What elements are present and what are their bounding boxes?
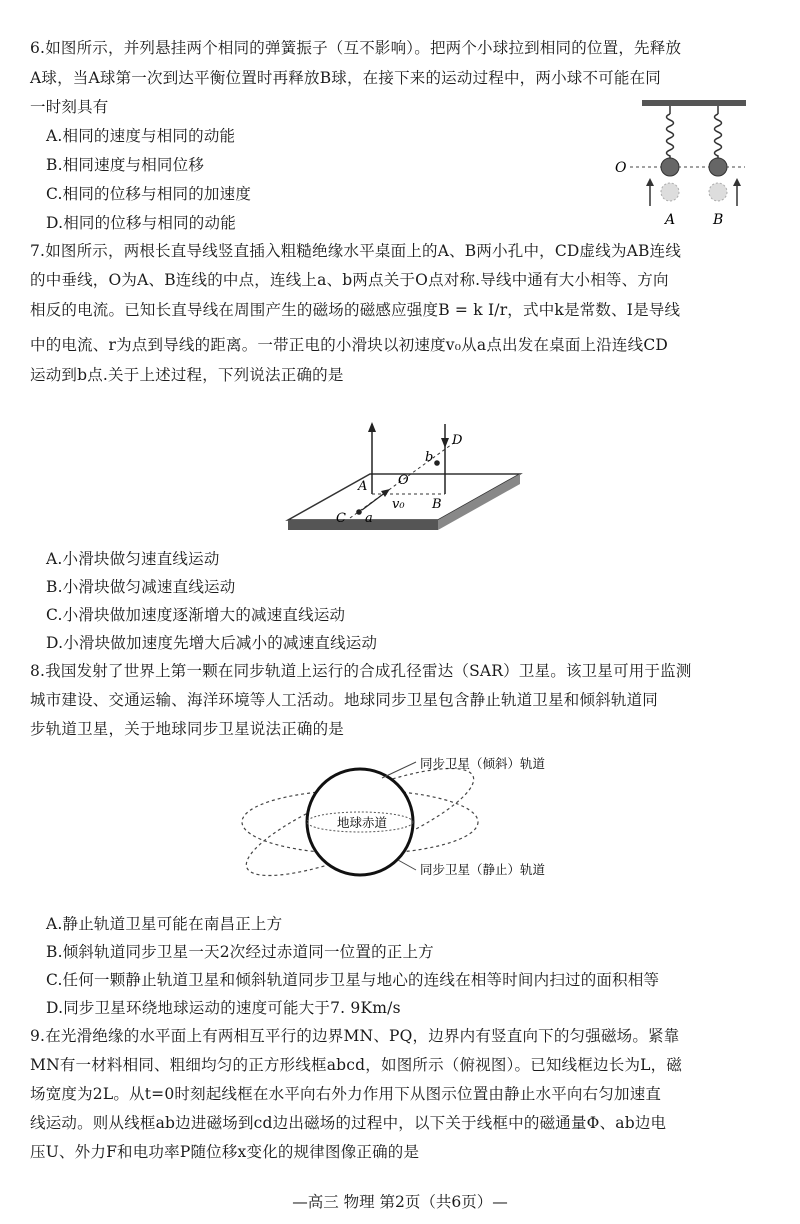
label-wire-b: B: [432, 497, 442, 512]
arrow-up-a: [646, 178, 654, 186]
ball-b-low: [709, 183, 727, 201]
leader-static: [398, 860, 416, 870]
wire-b-arrow-down: [441, 438, 449, 448]
q8-line-1: 8.我国发射了世界上第一颗在同步轨道上运行的合成孔径雷达（SAR）卫星。该卫星可用于监测: [30, 662, 692, 680]
q9-line-1: 9.在光滑绝缘的水平面上有两相互平行的边界MN、PQ，边界内有竖直向下的匀强磁场。紧靠: [30, 1027, 680, 1045]
label-o: O: [615, 160, 627, 176]
wire-a-arrow-up: [368, 422, 376, 432]
label-v0: v₀: [392, 497, 405, 512]
ceiling-bar: [642, 100, 746, 106]
label-tilted-orbit: 同步卫星（倾斜）轨道: [420, 756, 546, 771]
label-point-a: a: [365, 511, 373, 526]
q8-line-3: 步轨道卫星，关于地球同步卫星说法正确的是: [30, 720, 345, 738]
q8-orbit-figure: [230, 750, 570, 910]
ball-a-low: [661, 183, 679, 201]
q9-line-4: 线运动。则从线框ab边进磁场到cd边出磁场的过程中，以下关于线框中的磁通量Φ、ab边电: [30, 1114, 667, 1132]
q9-line-3: 场宽度为2L。从t=0时刻起线框在水平向右外力作用下从图示位置由静止水平向右匀加速直: [30, 1085, 662, 1103]
label-d: D: [452, 433, 463, 448]
q7-line-5: 运动到b点.关于上述过程，下列说法正确的是: [30, 366, 344, 384]
q9-line-2: MN有一材料相同、粗细均匀的正方形线框abcd，如图所示（俯视图）。已知线框边长为L，磁: [30, 1056, 683, 1074]
label-a: A: [665, 212, 676, 228]
q8-option-a: A.静止轨道卫星可能在南昌正上方: [46, 915, 283, 933]
spring-b: [715, 114, 722, 158]
q6-option-b: B.相同速度与相同位移: [46, 156, 205, 174]
label-b: B: [713, 212, 724, 228]
label-wire-a: A: [358, 479, 368, 494]
q6-line-3: 一时刻具有: [30, 98, 109, 116]
q7-line-4: 中的电流、r为点到导线的距离。一带正电的小滑块以初速度v₀从a点出发在桌面上沿连线CD: [30, 336, 669, 354]
q6-option-c: C.相同的位移与相同的加速度: [46, 185, 252, 203]
q6-line-2: A球，当A球第一次到达平衡位置时再释放B球，在接下来的运动过程中，两小球不可能在同: [30, 69, 661, 87]
q6-spring-figure: [610, 96, 760, 231]
label-equator: 地球赤道: [337, 815, 388, 830]
label-static-orbit: 同步卫星（静止）轨道: [420, 862, 546, 877]
q7-option-a: A.小滑块做匀速直线运动: [46, 550, 220, 568]
label-o: O: [398, 473, 409, 488]
q6-line-1: 6.如图所示，并列悬挂两个相同的弹簧振子（互不影响）。把两个小球拉到相同的位置，先释放: [30, 39, 682, 57]
ball-b: [709, 158, 727, 176]
q8-line-2: 城市建设、交通运输、海洋环境等人工活动。地球同步卫星包含静止轨道卫星和倾斜轨道同: [30, 691, 659, 709]
label-point-b: b: [425, 450, 434, 465]
q7-line-3: 相反的电流。已知长直导线在周围产生的磁场的磁感应强度B = k I/r，式中k是常数、I是导线: [30, 301, 681, 319]
point-a: [356, 509, 362, 515]
q6-option-a: A.相同的速度与相同的动能: [46, 127, 236, 145]
q7-line-2: 的中垂线，O为A、B连线的中点，连线上a、b两点关于O点对称.导线中通有大小相等、方向: [30, 271, 669, 289]
q8-option-c: C.任何一颗静止轨道卫星和倾斜轨道同步卫星与地心的连线在相等时间内扫过的面积相等: [46, 971, 660, 989]
q8-option-b: B.倾斜轨道同步卫星一天2次经过赤道同一位置的正上方: [46, 943, 434, 961]
q9-line-5: 压U、外力F和电功率P随位移x变化的规律图像正确的是: [30, 1143, 420, 1161]
ball-a: [661, 158, 679, 176]
arrow-up-b: [733, 178, 741, 186]
point-b: [434, 460, 440, 466]
q7-wire-figure: [280, 418, 530, 543]
leader-tilted: [382, 762, 416, 778]
q7-option-d: D.小滑块做加速度先增大后减小的减速直线运动: [46, 634, 378, 652]
q7-line-1: 7.如图所示，两根长直导线竖直插入粗糙绝缘水平桌面上的A、B两小孔中，CD虚线为AB连线: [30, 242, 682, 260]
q7-option-c: C.小滑块做加速度逐渐增大的减速直线运动: [46, 606, 346, 624]
q7-option-b: B.小滑块做匀减速直线运动: [46, 578, 236, 596]
page-footer: —高三 物理 第2页（共6页）—: [292, 1193, 508, 1211]
spring-a: [667, 114, 674, 158]
q6-option-d: D.相同的位移与相同的动能: [46, 214, 236, 232]
table-front: [288, 520, 438, 530]
q8-option-d: D.同步卫星环绕地球运动的速度可能大于7. 9Km/s: [46, 999, 401, 1017]
label-c: C: [336, 511, 346, 526]
